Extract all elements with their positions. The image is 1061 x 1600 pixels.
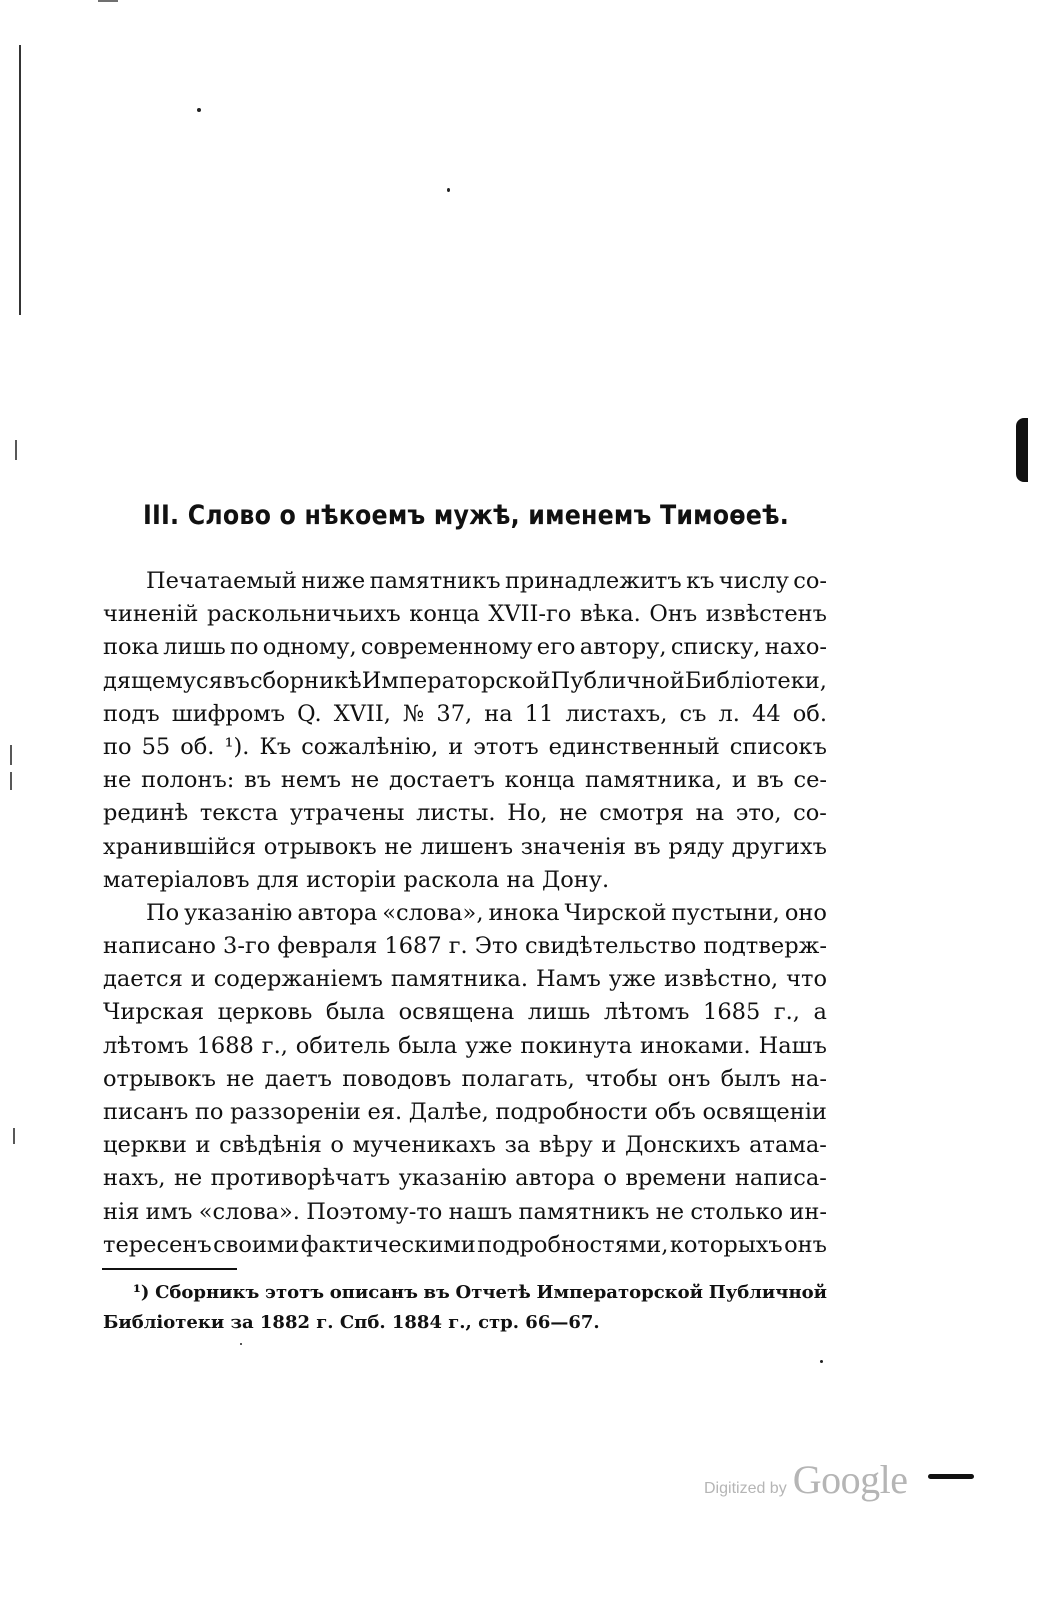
text-line: лѣтомъ 1688 г., обитель была уже покинута иноками. Нашъ xyxy=(103,1032,827,1059)
speck xyxy=(240,1343,242,1345)
speck xyxy=(197,108,201,112)
footnote-line: Библіотеки за 1882 г. Спб. 1884 г., стр. 66—67. xyxy=(103,1312,600,1333)
text-line: пока лишь по одному, современному его автору, списку, нахо- xyxy=(103,634,827,661)
text-line: чиненій раскольничьихъ конца XVII-го вѣка. Онъ извѣстенъ xyxy=(103,601,827,628)
text-line: Чирская церковь была освящена лишь лѣтомъ 1685 г., а xyxy=(103,999,827,1026)
speck xyxy=(447,188,450,192)
google-logo: Google xyxy=(792,1457,908,1502)
text-line: по 55 об. ¹). Къ сожалѣнію, и этотъ единственный списокъ xyxy=(103,733,827,760)
text-line: дается и содержаніемъ памятника. Намъ уже извѣстно, что xyxy=(103,966,827,993)
text-line: писанъ по раззореніи ея. Далѣе, подробности объ освященіи xyxy=(103,1099,827,1125)
scan-edge-mark xyxy=(13,1128,15,1144)
text-line: хранившійся отрывокъ не лишенъ значенія въ ряду другихъ xyxy=(103,833,827,860)
text-line: не полонъ: въ немъ не достаетъ конца памятника, и въ се- xyxy=(103,767,827,794)
text-line: подъ шифромъ Q. XVII, № 37, на 11 листахъ, съ л. 44 об. xyxy=(103,700,827,727)
text-line: отрывокъ не даетъ поводовъ полагать, чтобы онъ былъ на- xyxy=(103,1065,827,1092)
scan-edge-tick xyxy=(98,0,118,2)
text-line: написано 3-го февраля 1687 г. Это свидѣтельство подтверж- xyxy=(103,933,827,960)
scan-edge-mark xyxy=(15,440,17,460)
digitized-watermark xyxy=(704,1456,907,1503)
footnote-line: ¹) Сборникъ этотъ описанъ въ Отчетѣ Императорской Публичной xyxy=(133,1282,827,1303)
text-line: церкви и свѣдѣнія о мученикахъ за вѣру и Донскихъ атама- xyxy=(103,1132,827,1159)
text-line: нахъ, не противорѣчатъ указанію автора о времени написа- xyxy=(103,1165,827,1192)
scan-dash xyxy=(928,1474,974,1479)
page-heading: III. Слово о нѣкоемъ мужѣ, именемъ Тимоѳеѣ. xyxy=(143,500,789,531)
scan-edge-mark xyxy=(10,745,12,765)
text-line: рединѣ текста утрачены листы. Но, не смотря на это, со- xyxy=(103,800,827,827)
speck xyxy=(820,1360,823,1363)
watermark-prefix: Digitized by xyxy=(704,1480,787,1497)
text-line: матеріаловъ для исторіи раскола на Дону. xyxy=(103,866,610,893)
footnote-rule xyxy=(102,1268,237,1270)
text-line: тересенъ своими фактическими подробностями, которыхъ онъ xyxy=(103,1231,827,1258)
scan-right-tab xyxy=(1016,418,1028,482)
text-line: По указанію автора «слова», инока Чирской пустыни, оно xyxy=(146,899,827,926)
body-text xyxy=(103,565,827,1262)
footnote xyxy=(103,1278,827,1338)
scan-edge-line xyxy=(19,45,21,315)
text-line: нія имъ «слова». Поэтому-то нашъ памятникъ не столько ин- xyxy=(103,1198,827,1225)
scan-edge-mark xyxy=(10,772,12,790)
text-line: дящемуся въ сборникѣ Императорской Публичной Библіотеки, xyxy=(103,667,827,694)
text-line: Печатаемый ниже памятникъ принадлежитъ къ числу со- xyxy=(146,568,827,594)
